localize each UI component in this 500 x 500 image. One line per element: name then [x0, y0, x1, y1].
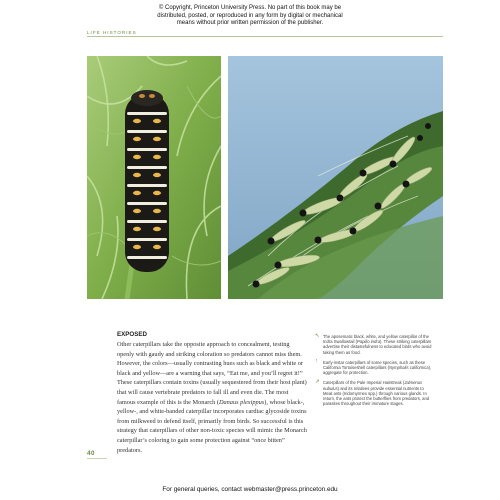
caption-text: Caterpillars of the Pale Imperial Hairstreak ( — [323, 380, 405, 386]
body-text-part1: Other caterpillars take the opposite approach to concealment, testing openly with gaudy and striking coloration so predators cannot miss them. However, the colors—usually contrasting hues such as black and white or black and yellow—are a warning that says, “Eat me, and you’ll regret it!” These caterpillars contain toxins (usually sequestered from their host plant) that will cause vertebrate predators to fall ill and even die. The most famous example of this is the Monarch ( — [117, 341, 307, 406]
caption-pale-imperial-hairstreak — [315, 380, 433, 406]
section-heading: EXPOSED — [117, 331, 147, 338]
species-name: Danaus plexippus — [218, 398, 265, 406]
header-rule — [87, 36, 443, 37]
arrow-up-left-icon: ↖ — [315, 332, 320, 339]
photo-captions — [315, 334, 433, 411]
caterpillar-group-illustration — [228, 56, 443, 299]
body-text — [117, 340, 307, 455]
arrow-up-right-icon: ↗ — [315, 378, 320, 385]
body-text-part2: ), whose black-, yellow-, and white-banded caterpillar incorporates cardiac glycoside toxins from milkweed to defend itself, primarily from birds. So successful is this strategy that caterpillars of other non-toxic species will mimic the Monarch caterpillar’s coloring to gain some protection against “once bitten” predators. — [117, 398, 307, 454]
copyright-notice: © Copyright, Princeton University Press. No part of this book may be distributed, posted, or reproduced in any form by digital or mechanical means without prior written permission of the publisher. — [157, 5, 343, 26]
caption-text: ), aggregate for protection. — [323, 365, 432, 376]
caption-species: Papilio indra — [356, 339, 381, 345]
page-number: 40 — [87, 450, 95, 457]
footer-contact: For general queries, contact webmaster@press.princeton.edu — [162, 486, 338, 493]
caption-text: Early-instar caterpillars of some species, such as these California Tortoiseshell caterpillars ( — [323, 359, 426, 371]
section-header: LIFE HISTORIES — [87, 30, 137, 35]
caption-species: Nymphalis californica — [389, 365, 429, 371]
caption-text: ). These striking caterpillars advertise their distastefulness to educated birds who avoid taking them as food. — [323, 339, 432, 355]
photo-indra-swallowtail-caterpillar — [87, 56, 221, 299]
page-number-rule — [87, 458, 107, 459]
caption-text: The aposematic black, white, and yellow caterpillar of the Indra Swallowtail ( — [323, 334, 429, 345]
body-paragraph — [117, 340, 307, 455]
caption-text: ) and its relatives provide essential nutrients to Meat ants (Iridomyrmex spp.) through various glands. In return, the ants protect the butterflies from predators, and parasites throughout their immature stages. — [323, 385, 430, 407]
photo-california-tortoiseshell-caterpillars — [228, 56, 443, 299]
caterpillar-illustration — [87, 56, 221, 299]
arrow-up-icon: ↑ — [315, 358, 318, 365]
caption-species: Jalmenus eubulus — [323, 380, 423, 391]
caption-california-tortoiseshell — [315, 360, 433, 376]
caption-indra-swallowtail — [315, 334, 433, 355]
